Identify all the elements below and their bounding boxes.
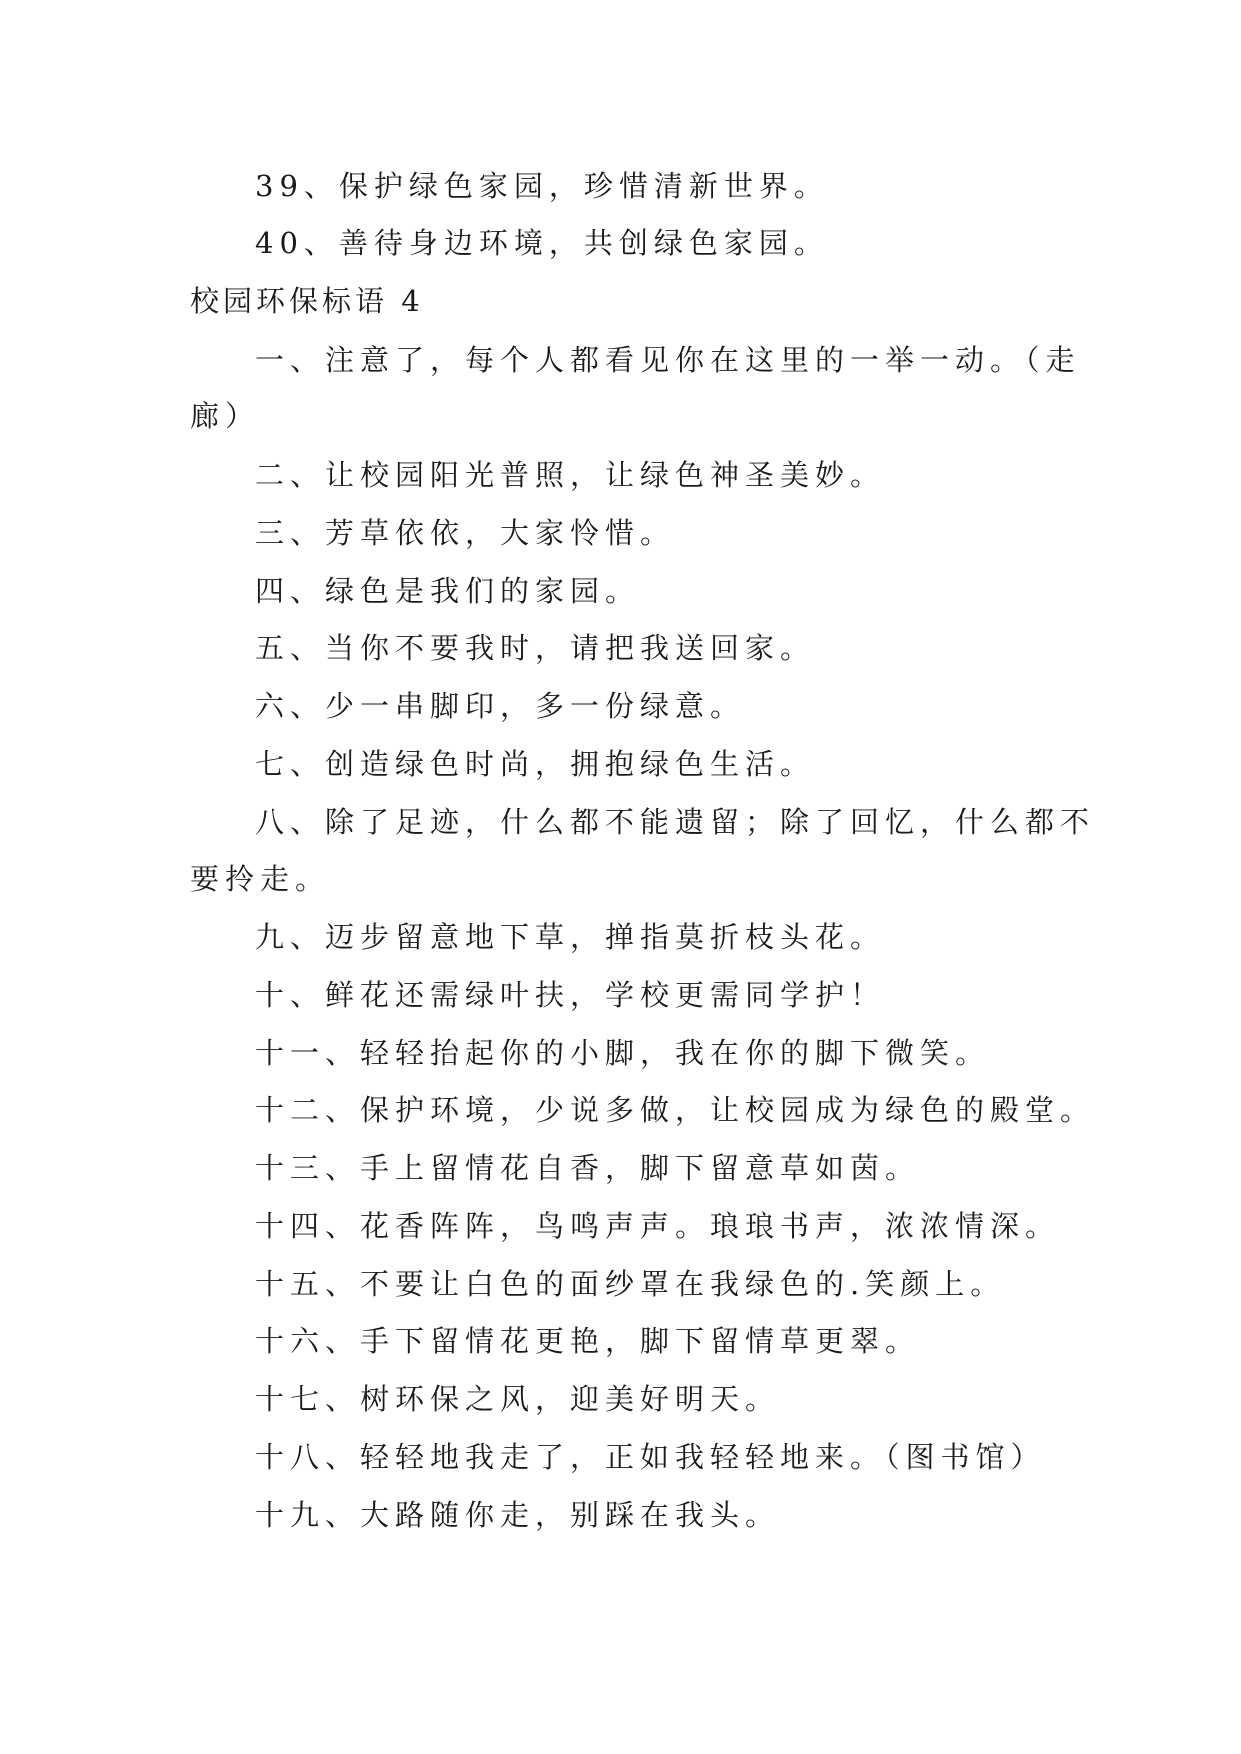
slogan-18: 十八、轻轻地我走了，正如我轻轻地来。（图书馆） bbox=[255, 1440, 1046, 1474]
slogan-13: 十三、手上留情花自香，脚下留意草如茵。 bbox=[255, 1151, 921, 1185]
slogan-3: 三、芳草依依，大家怜惜。 bbox=[255, 516, 676, 550]
slogan-14: 十四、花香阵阵，鸟鸣声声。琅琅书声，浓浓情深。 bbox=[255, 1209, 1061, 1243]
slogan-5: 五、当你不要我时，请把我送回家。 bbox=[255, 631, 816, 665]
slogan-11: 十一、轻轻抬起你的小脚，我在你的脚下微笑。 bbox=[255, 1036, 991, 1070]
slogan-2: 二、让校园阳光普照，让绿色神圣美妙。 bbox=[255, 458, 886, 492]
slogan-7: 七、创造绿色时尚，拥抱绿色生活。 bbox=[255, 747, 816, 781]
slogan-10: 十、鲜花还需绿叶扶，学校更需同学护！ bbox=[255, 978, 886, 1012]
slogan-8-continued: 要拎走。 bbox=[190, 862, 331, 896]
slogan-1: 一、注意了，每个人都看见你在这里的一举一动。（走 bbox=[255, 343, 1081, 377]
slogan-40: 40、善待身边环境，共创绿色家园。 bbox=[255, 226, 829, 260]
slogan-19: 十九、大路随你走，别踩在我头。 bbox=[255, 1498, 781, 1532]
slogan-16: 十六、手下留情花更艳，脚下留情草更翠。 bbox=[255, 1324, 921, 1358]
slogan-6: 六、少一串脚印，多一份绿意。 bbox=[255, 689, 746, 723]
slogan-17: 十七、树环保之风，迎美好明天。 bbox=[255, 1382, 781, 1416]
slogan-1-continued: 廊） bbox=[190, 399, 261, 433]
slogan-9: 九、迈步留意地下草，掸指莫折枝头花。 bbox=[255, 920, 886, 954]
slogan-15: 十五、不要让白色的面纱罩在我绿色的.笑颜上。 bbox=[255, 1267, 1006, 1301]
slogan-8: 八、除了足迹，什么都不能遗留；除了回忆，什么都不 bbox=[255, 805, 1096, 839]
slogan-39: 39、保护绿色家园，珍惜清新世界。 bbox=[255, 169, 829, 203]
section-heading: 校园环保标语 4 bbox=[190, 284, 424, 318]
slogan-12: 十二、保护环境，少说多做，让校园成为绿色的殿堂。 bbox=[255, 1093, 1096, 1127]
slogan-4: 四、绿色是我们的家园。 bbox=[255, 574, 641, 608]
